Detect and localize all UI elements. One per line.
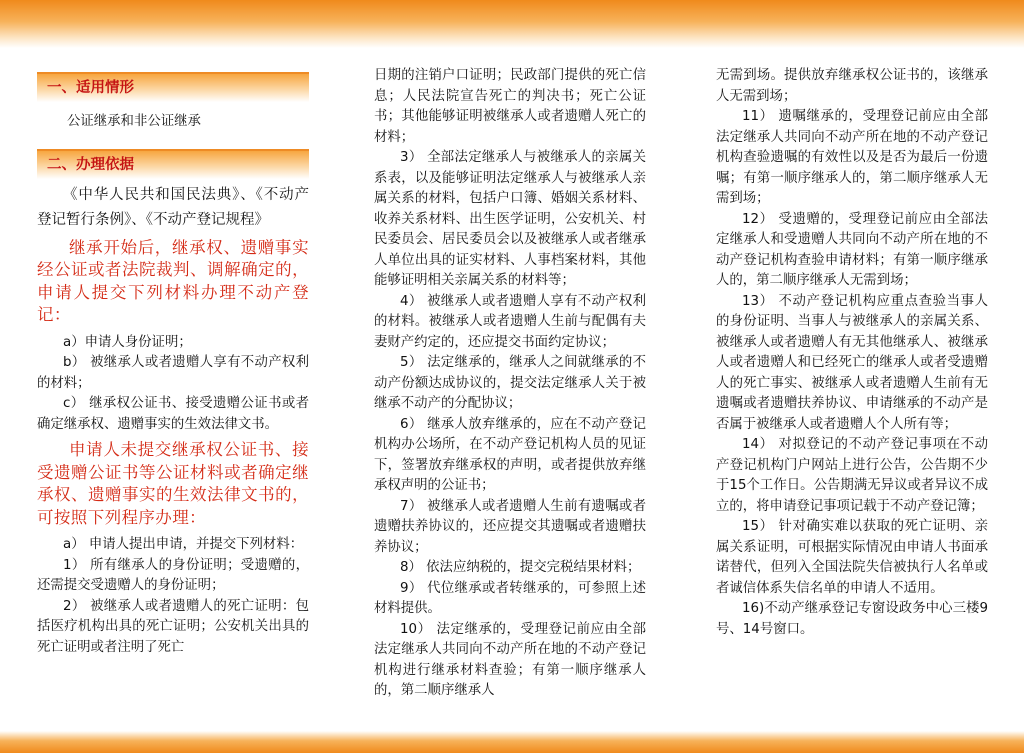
paragraph: 4） 被继承人或者遗赠人享有不动产权利的材料。被继承人或者遗赠人生前与配偶有夫妻财产约定的，还应提交书面约定协议； — [374, 293, 646, 350]
section-text-applicable: 公证继承和非公证继承 — [67, 114, 201, 129]
section-heading-basis: 二、办理依据 — [37, 149, 309, 179]
paragraph: 9） 代位继承或者转继承的，可参照上述材料提供。 — [374, 580, 646, 616]
paragraph: 14） 对拟登记的不动产登记事项在不动产登记机构门户网站上进行公告，公告期不少于15个工作日。公告期满无异议或者异议不成立的，将申请登记事项记载于不动产登记簿； — [716, 437, 988, 514]
legal-basis-text: 《中华人民共和国民法典》、《不动产登记暂行条例》、《不动产登记规程》 — [37, 186, 309, 228]
paragraph: 6） 继承人放弃继承的，应在不动产登记机构办公场所，在不动产登记机构人员的见证下，签署放弃继承权的声明，或者提供放弃继承权声明的公证书； — [374, 416, 646, 493]
list-item: b） 被继承人或者遗赠人享有不动产权利的材料； — [37, 355, 309, 391]
list-item: a）申请人身份证明； — [63, 334, 192, 350]
paragraph: 13） 不动产登记机构应重点查验当事人的身份证明、当事人与被继承人的亲属关系、被继承人或者遗赠人有无其他继承人、被继承人或者遗赠人和已经死亡的继承人或者受遗赠人的死亡事实、被继承人或者遗赠人生前有无遗嘱或者遗赠扶养协议、申请继承的不动产是否属于被继承人或者遗赠人个人所有等； — [716, 293, 988, 432]
section-heading-applicable: 一、适用情形 — [37, 72, 309, 102]
emphasis-paragraph-1: 继承开始后，继承权、遗赠事实经公证或者法院裁判、调解确定的，申请人提交下列材料办理不动产登记： — [37, 237, 309, 324]
paragraph: 16)不动产继承登记专窗设政务中心三楼9号、14号窗口。 — [716, 601, 988, 637]
paragraph: 12） 受遗赠的，受理登记前应由全部法定继承人和受遗赠人共同向不动产所在地的不动产登记机构查验申请材料；有第一顺序继承人的，第二顺序继承人无需到场； — [716, 211, 988, 288]
list-item: a） 申请人提出申请，并提交下列材料： — [63, 537, 304, 552]
bottom-orange-band — [0, 731, 1024, 753]
paragraph: 15） 针对确实难以获取的死亡证明、亲属关系证明，可根据实际情况由申请人书面承诺替代，但列入全国法院失信被执行人名单或者诚信体系失信名单的申请人不适用。 — [716, 519, 988, 596]
paragraph: 日期的注销户口证明；民政部门提供的死亡信息；人民法院宣告死亡的判决书；死亡公证书；其他能够证明被继承人或者遗赠人死亡的材料； — [374, 68, 646, 145]
paragraph: 无需到场。提供放弃继承权公证书的，该继承人无需到场； — [716, 68, 988, 104]
list-item: c） 继承权公证书、接受遗赠公证书或者确定继承权、遗赠事实的生效法律文书。 — [37, 396, 309, 432]
paragraph: 10） 法定继承的，受理登记前应由全部法定继承人共同向不动产所在地的不动产登记机构进行继承材料查验；有第一顺序继承人的，第二顺序继承人 — [374, 621, 646, 698]
paragraph: 3） 全部法定继承人与被继承人的亲属关系表，以及能够证明法定继承人与被继承人亲属关系的材料，包括户口簿、婚姻关系材料、收养关系材料、出生医学证明，公安机关、村民委员会、居民委员会以及被继承人或者继承人单位出具的证实材料、人事档案材料，其他能够证明相关亲属关系的材料等； — [374, 150, 646, 288]
paragraph: 7） 被继承人或者遗赠人生前有遗嘱或者遗赠扶养协议的，还应提交其遗嘱或者遗赠扶养协议； — [374, 498, 646, 555]
list-item: 2） 被继承人或者遗赠人的死亡证明：包括医疗机构出具的死亡证明；公安机关出具的死亡证明或者注明了死亡 — [37, 598, 309, 655]
emphasis-paragraph-2: 申请人未提交继承权公证书、接受遗赠公证书等公证材料或者确定继承权、遗赠事实的生效法律文书的，可按照下列程序办理： — [37, 440, 309, 527]
paragraph: 5） 法定继承的，继承人之间就继承的不动产份额达成协议的，提交法定继承人关于被继承不动产的分配协议； — [374, 355, 646, 411]
paragraph: 8） 依法应纳税的，提交完税结果材料； — [400, 560, 641, 575]
column-left — [37, 72, 309, 658]
paragraph: 11） 遗嘱继承的，受理登记前应由全部法定继承人共同向不动产所在地的不动产登记机构查验遗嘱的有效性以及是否为最后一份遗嘱；有第一顺序继承人的，第二顺序继承人无需到场； — [716, 109, 988, 206]
column-middle — [374, 66, 646, 702]
column-right — [716, 66, 988, 640]
list-item: 1） 所有继承人的身份证明；受遗赠的，还需提交受遗赠人的身份证明； — [37, 557, 309, 593]
top-orange-band — [0, 0, 1024, 48]
